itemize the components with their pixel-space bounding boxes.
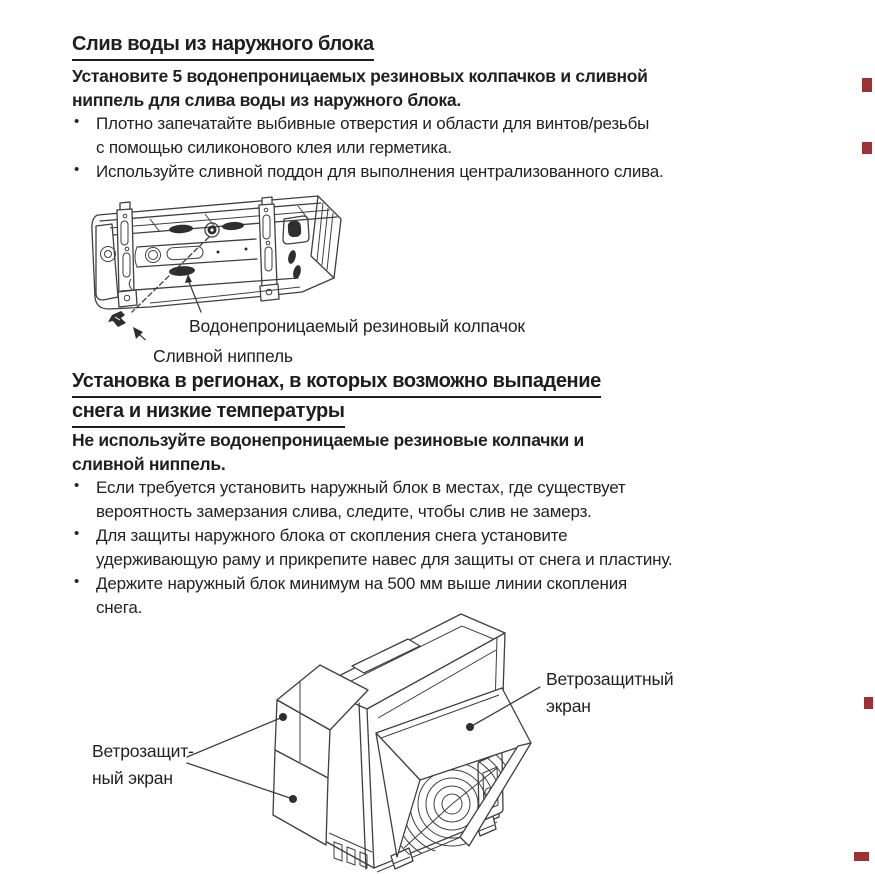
leader-dot xyxy=(466,723,474,731)
intro-line: ниппель для слива воды из наружного блока. xyxy=(72,90,461,110)
artifact-mark xyxy=(864,697,873,709)
figure1-nipple-label: Сливной ниппель xyxy=(153,346,293,366)
section1-heading: Слив воды из наружного блока xyxy=(72,33,374,61)
list-item xyxy=(72,112,649,160)
list-item-line: удерживающую раму и прикрепите навес для защиты от снега и пластину. xyxy=(96,550,673,569)
section2-heading-line2: снега и низкие температуры xyxy=(72,400,345,428)
section1-heading-wrap xyxy=(72,33,374,61)
section1-intro xyxy=(72,64,648,112)
figure2-left-label xyxy=(92,738,194,792)
list-item-line: Держите наружный блок минимум на 500 мм выше линии скопления xyxy=(96,574,628,593)
figure2-left-label-line: ный экран xyxy=(92,768,173,788)
figure2-right-label xyxy=(546,666,673,720)
list-item xyxy=(72,476,625,524)
leader-dot xyxy=(289,795,297,803)
bullet-icon: • xyxy=(74,477,80,494)
bullet-icon: • xyxy=(74,113,80,130)
list-item-line: Плотно запечатайте выбивные отверстия и области для винтов/резьбы xyxy=(96,114,650,133)
list-item xyxy=(72,524,672,572)
intro-line: сливной ниппель. xyxy=(72,454,226,474)
bullet-icon: • xyxy=(74,573,80,590)
figure2-left-label-line: Ветрозащит- xyxy=(92,741,194,761)
artifact-mark xyxy=(862,142,872,154)
wind-shield-side xyxy=(273,665,368,845)
drain-nipple-icon xyxy=(108,311,126,327)
list-item-line: снега. xyxy=(96,598,143,617)
artifact-mark xyxy=(862,78,872,92)
leader-line xyxy=(187,717,283,757)
figure1-cap-label: Водонепроницаемый резиновый колпачок xyxy=(189,316,525,336)
section2-heading-line1: Установка в регионах, в которых возможно выпадение xyxy=(72,370,601,398)
intro-line: Установите 5 водонепроницаемых резиновых колпачков и сливной xyxy=(72,66,648,86)
list-item-line: вероятность замерзания слива, следите, чтобы слив не замерз. xyxy=(96,502,592,521)
list-item-line: Для защиты наружного блока от скопления снега установите xyxy=(96,526,568,545)
bullet-icon: • xyxy=(74,525,80,542)
leader-line xyxy=(140,335,153,340)
list-item-line: Если требуется установить наружный блок в местах, где существует xyxy=(96,478,626,497)
section2-heading-line1-wrap xyxy=(72,370,601,398)
figure2-right-label-line: экран xyxy=(546,696,591,716)
figure2-right-label-line: Ветрозащитный xyxy=(546,669,674,689)
outdoor-unit-windshield-diagram xyxy=(180,610,710,874)
list-item-line: с помощью силиконового клея или герметика. xyxy=(96,138,452,157)
section2-heading-line2-wrap xyxy=(72,400,345,428)
list-item-line: Используйте сливной поддон для выполнения централизованного слива. xyxy=(96,162,664,181)
artifact-mark xyxy=(854,852,869,861)
intro-line: Не используйте водонепроницаемые резиновые колпачки и xyxy=(72,430,584,450)
bullet-icon: • xyxy=(74,161,80,178)
section2-intro xyxy=(72,428,584,476)
leader-dot xyxy=(279,713,287,721)
list-item xyxy=(72,160,664,184)
